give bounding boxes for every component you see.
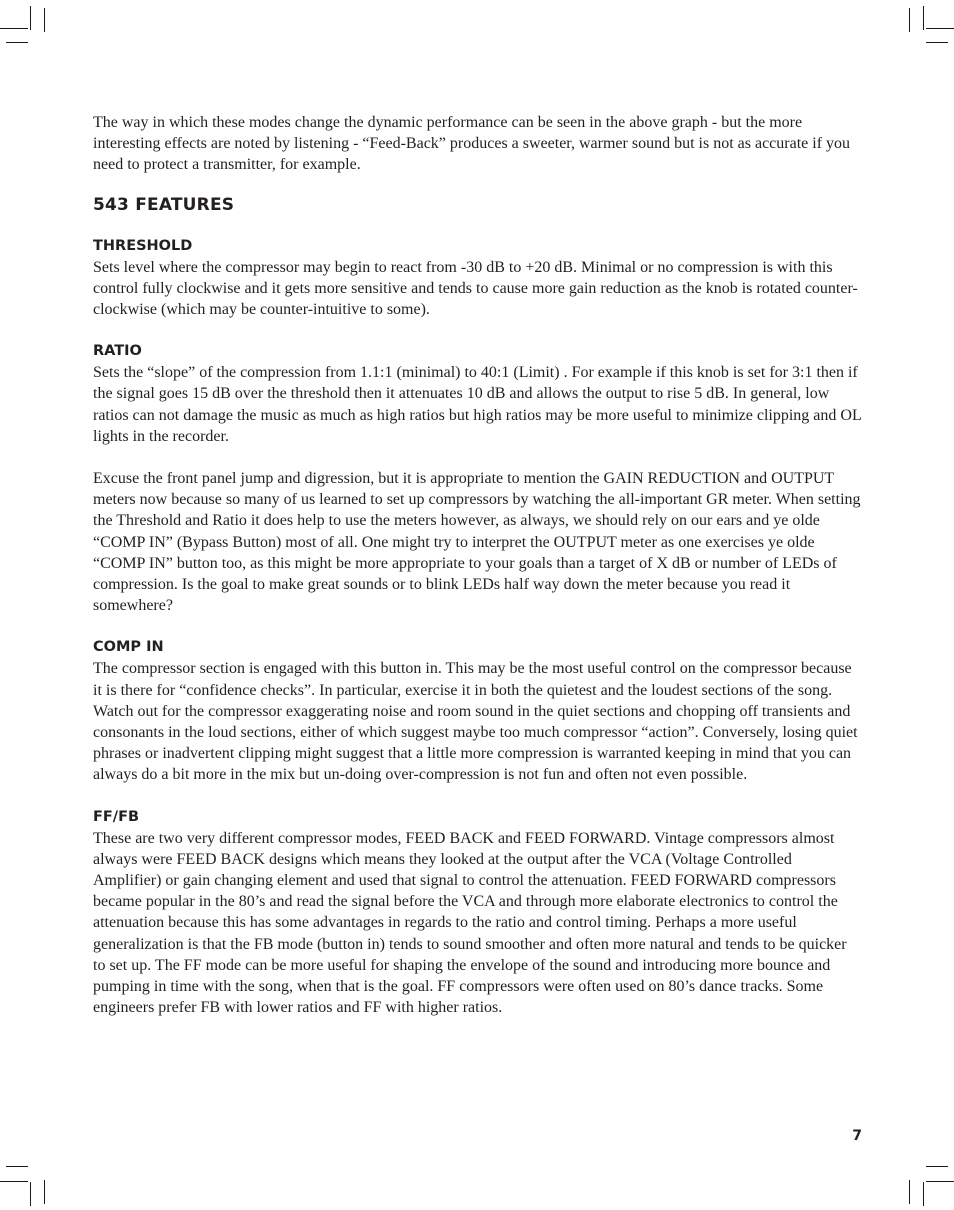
crop-mark-bottom-left-v2 xyxy=(44,1180,45,1204)
crop-mark-bottom-left-h xyxy=(6,1166,28,1167)
threshold-body: Sets level where the compressor may begin to react from -30 dB to +20 dB. Minimal or no compression is with this control fully clockwise and it gets more sensitive and tends to cause more gain reduction as the knob is rotated counter-clockwise (which may be counter-intuitive to some). xyxy=(93,258,858,319)
crop-mark-top-right-v2 xyxy=(909,8,910,32)
page-number: 7 xyxy=(852,1128,862,1144)
crop-mark-top-left-v1 xyxy=(30,6,31,30)
crop-mark-bottom-right-h2 xyxy=(926,1181,954,1182)
crop-mark-bottom-right-h xyxy=(926,1166,948,1167)
crop-mark-top-left-v2 xyxy=(44,8,45,32)
comp-in-section xyxy=(93,637,863,785)
crop-mark-top-right-h2 xyxy=(926,42,948,43)
comp-in-body: The compressor section is engaged with this button in. This may be the most useful control on the compressor because it is there for “confidence checks”. In particular, exercise it in both the quietest and the loudest sections of the song. Watch out for the compressor exaggerating noise and room sound in the quiet sections and chopping off transients and consonants in the loud sections, either of which suggest maybe too much compressor “action”. Conversely, losing quiet phrases or inadvertent clipping might suggest that a little more compression is warranted keeping in mind that you can always do a bit more in the mix but un-doing over-compression is not fun and often not even possible. xyxy=(93,660,858,784)
crop-mark-bottom-left-h2 xyxy=(0,1181,28,1182)
intro-paragraph: The way in which these modes change the dynamic performance can be seen in the above graph - but the more interesting effects are noted by listening - “Feed-Back” produces a sweeter, warmer sound but is not as accurate if you need to protect a transmitter, for example. xyxy=(93,114,851,174)
comp-in-heading: COMP IN xyxy=(93,639,164,656)
section-title: 543 FEATURES xyxy=(93,194,235,215)
ratio-body: Sets the “slope” of the compression from 1.1:1 (minimal) to 40:1 (Limit) . For example if this knob is set for 3:1 then if the signal goes 15 dB over the threshold then it attenuates 10 dB and allows the output to rise 5 dB. In general, low ratios can not damage the music as much as high ratios but high ratios may be more useful to minimize clipping and OL lights in the recorder. xyxy=(93,364,862,445)
meters-aside-section xyxy=(93,468,863,616)
ff-fb-section xyxy=(93,807,863,1019)
ratio-section xyxy=(93,341,863,447)
crop-mark-bottom-right-v1 xyxy=(923,1182,924,1206)
crop-mark-top-right-h xyxy=(926,28,954,29)
ff-fb-heading: FF/FB xyxy=(93,808,140,825)
threshold-section xyxy=(93,236,863,321)
crop-mark-top-right-v1 xyxy=(923,6,924,30)
crop-mark-bottom-left-v1 xyxy=(30,1182,31,1206)
ff-fb-body: These are two very different compressor modes, FEED BACK and FEED FORWARD. Vintage compressors almost always were FEED BACK designs which means they looked at the output after the VCA (Voltage Controlled Amplifier) or gain changing element and used that signal to control the attenuation. FEED FORWARD compressors became popular in the 80’s and read the signal before the VCA and through more elaborate electronics to control the attenuation because this has some advantages in regards to the ratio and control timing. Perhaps a more useful generalization is that the FB mode (button in) tends to sound smoother and often more natural and tends to be quicker to set up. The FF mode can be more useful for shaping the envelope of the sound and introducing more bounce and pumping in time with the song, when that is the goal. FF compressors were often used on 80’s dance tracks. Some engineers prefer FB with lower ratios and FF with higher ratios. xyxy=(93,829,847,1017)
meters-aside-body: Excuse the front panel jump and digression, but it is appropriate to mention the GAIN REDUCTION and OUTPUT meters now because so many of us learned to set up compressors by watching the all-important GR meter. When setting the Threshold and Ratio it does help to use the meters however, as always, we should rely on our ears and ye olde “COMP IN” (Bypass Button) most of all. One might try to interpret the OUTPUT meter as one exercises ye olde “COMP IN” button too, as this might be more appropriate to your goals than a target of X dB or number of LEDs of compression. Is the goal to make great sounds or to blink LEDs half way down the meter because you read it somewhere? xyxy=(93,470,861,615)
threshold-heading: THRESHOLD xyxy=(93,237,193,254)
crop-mark-top-left-h xyxy=(0,28,28,29)
ratio-heading: RATIO xyxy=(93,343,142,360)
crop-mark-top-left-h2 xyxy=(6,42,28,43)
crop-mark-bottom-right-v2 xyxy=(909,1180,910,1204)
page-content xyxy=(93,112,863,1040)
